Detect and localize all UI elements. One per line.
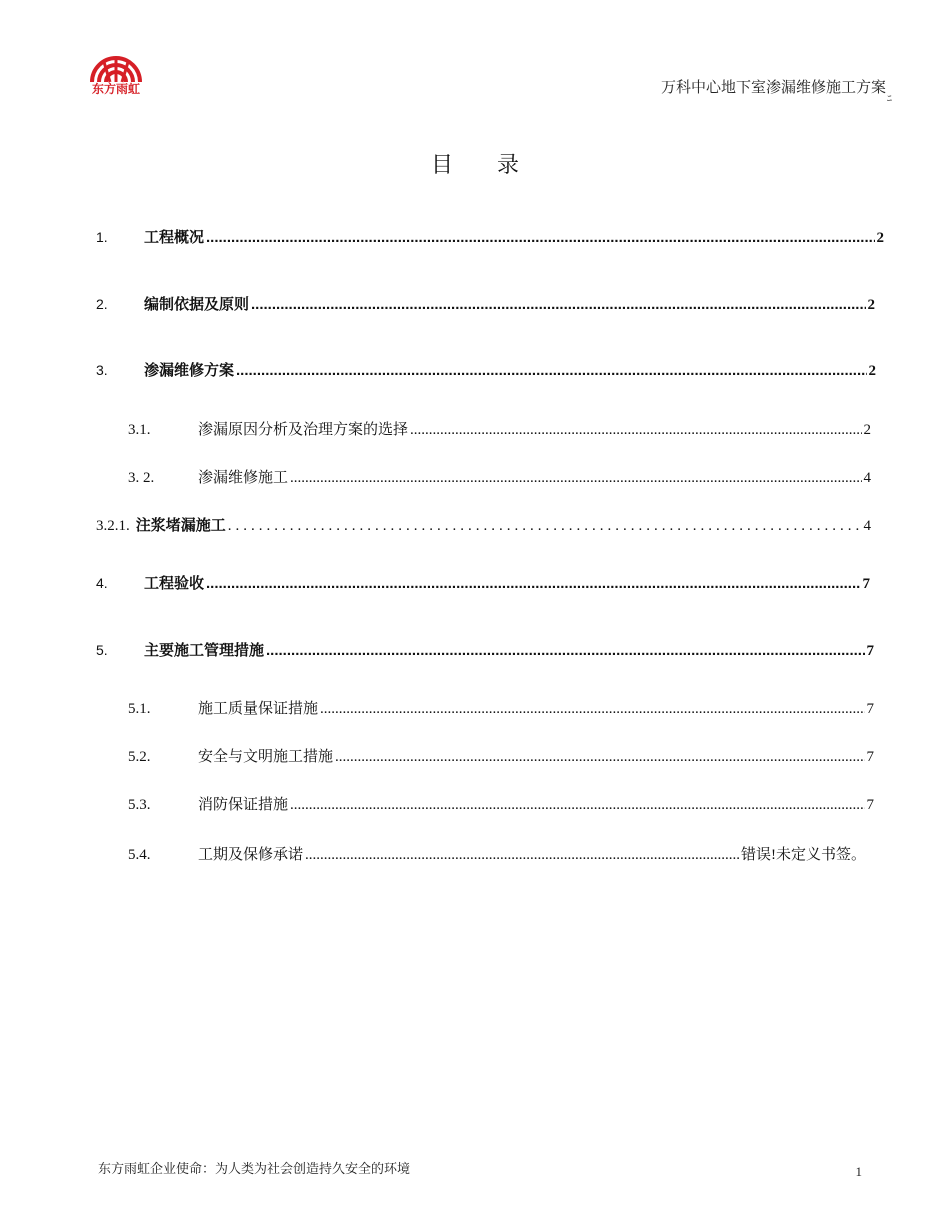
- toc-entry-label: 安全与文明施工措施: [198, 749, 334, 765]
- toc-entry-number: 5.1.: [128, 701, 151, 717]
- toc-entry-number: 2.: [96, 296, 108, 312]
- toc-entry-label: 消防保证措施: [198, 797, 289, 813]
- toc-entry-number: 5.3.: [128, 797, 151, 813]
- toc-dot-leader: [335, 749, 864, 766]
- toc-entry-page: 7: [862, 576, 870, 592]
- toc-entry[interactable]: [128, 843, 866, 864]
- toc-dot-leader: [266, 642, 864, 659]
- toc-entry[interactable]: [128, 418, 871, 439]
- toc-dot-leader: [206, 575, 860, 592]
- page-number: 1: [855, 1164, 862, 1179]
- toc-dot-leader: [236, 362, 866, 379]
- toc-entry-page: 7: [866, 749, 874, 765]
- toc-entry-page: 2: [868, 363, 876, 379]
- document-header-title: 万科中心地下室渗漏维修施工方案: [660, 80, 886, 96]
- toc-entry-number: 3.1.: [128, 422, 151, 438]
- toc-entry-label: 渗漏维修方案: [144, 362, 235, 379]
- header-mark-icon: ﾆ: [887, 94, 892, 105]
- toc-entry-number: 3.2.1.: [96, 518, 130, 534]
- toc-entry-label: 施工质量保证措施: [198, 701, 319, 717]
- toc-entry-label: 编制依据及原则: [144, 296, 250, 313]
- toc-entry-page: 2: [867, 297, 875, 313]
- toc-entry-page: 错误!未定义书签。: [741, 847, 866, 863]
- toc-entry-label: 渗漏原因分析及治理方案的选择: [198, 422, 409, 438]
- toc-entry-label: 渗漏维修施工: [198, 470, 289, 486]
- toc-entry-number: 5.: [96, 642, 108, 658]
- footer-mission-text: 东方雨虹企业使命：为人类为社会创造持久安全的环境: [98, 1161, 411, 1176]
- toc-dot-leader: [206, 229, 874, 246]
- toc-entry-number: 3.: [96, 362, 108, 378]
- toc-entry[interactable]: [96, 359, 876, 380]
- toc-entry-page: 7: [866, 701, 874, 717]
- toc-entry-number: 4.: [96, 575, 108, 591]
- toc-entry-number: 5.4.: [128, 847, 151, 863]
- toc-entry-number: 3. 2.: [128, 470, 155, 486]
- toc-entry-page: 7: [866, 797, 874, 813]
- toc-entry[interactable]: [96, 639, 874, 660]
- toc-entry-page: 7: [866, 643, 874, 659]
- toc-dot-leader: [251, 296, 865, 313]
- toc-entry-page: 2: [876, 230, 884, 246]
- toc-entry-number: 5.2.: [128, 749, 151, 765]
- toc-entry[interactable]: [128, 745, 874, 766]
- toc-entry[interactable]: [128, 466, 871, 487]
- toc-entry-page: 4: [863, 518, 871, 534]
- toc-entry[interactable]: [96, 514, 871, 535]
- toc-entry[interactable]: [96, 293, 875, 314]
- toc-title: 目录: [430, 152, 563, 177]
- toc-entry[interactable]: [128, 697, 874, 718]
- toc-entry[interactable]: [96, 226, 884, 247]
- toc-entry[interactable]: [128, 793, 874, 814]
- toc-entry-label: 工期及保修承诺: [198, 847, 304, 863]
- toc-entry-page: 4: [863, 470, 871, 486]
- toc-dot-leader: [410, 422, 861, 439]
- toc-entry-number: 1.: [96, 229, 108, 245]
- toc-dot-leader: [290, 797, 864, 814]
- toc-entry-label: 工程验收: [144, 575, 205, 592]
- toc-entry-label: 主要施工管理措施: [144, 642, 265, 659]
- toc-entry-label: 注浆堵漏施工: [135, 517, 226, 534]
- toc-dot-leader: [320, 701, 864, 718]
- logo-text: 东方雨虹: [91, 82, 140, 96]
- toc-entry[interactable]: [96, 572, 870, 593]
- toc-dot-leader: [305, 847, 739, 864]
- toc-dot-leader: [290, 470, 861, 487]
- toc-dot-leader: [228, 518, 862, 535]
- toc-entry-page: 2: [863, 422, 871, 438]
- toc-entry-label: 工程概况: [144, 229, 205, 246]
